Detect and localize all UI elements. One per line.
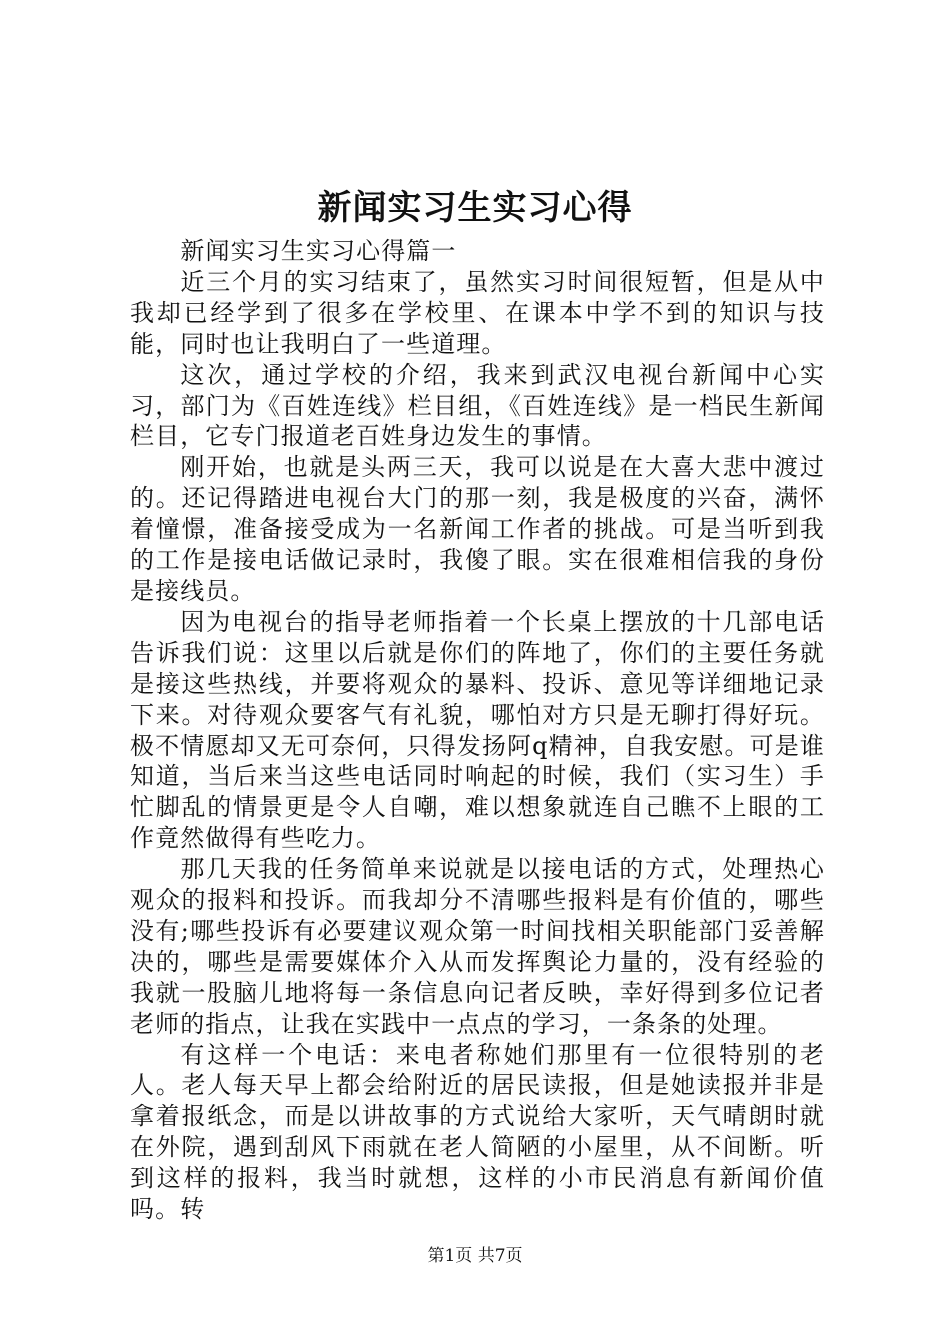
paragraph-6: 有这样一个电话：来电者称她们那里有一位很特别的老人。老人每天早上都会给附近的居民读报，但是她读报并非是拿着报纸念，而是以讲故事的方式说给大家听，天气晴朗时就在外院，遇到刮风下雨就在老人简陋的小屋里，从不间断。听到这样的报料，我当时就想，这样的小市民消息有新闻价值吗。转 — [130, 1040, 825, 1224]
document-body — [130, 236, 825, 1225]
paragraph-2: 这次，通过学校的介绍，我来到武汉电视台新闻中心实习，部门为《百姓连线》栏目组，《百姓连线》是一档民生新闻栏目，它专门报道老百姓身边发生的事情。 — [130, 360, 825, 451]
section-heading: 新闻实习生实习心得篇一 — [180, 237, 457, 265]
paragraph-4: 因为电视台的指导老师指着一个长桌上摆放的十几部电话告诉我们说：这里以后就是你们的阵地了，你们的主要任务就是接这些热线，并要将观众的暴料、投诉、意见等详细地记录下来。对待观众要客气有礼貌，哪怕对方只是无聊打得好玩。极不情愿却又无可奈何，只得发扬阿q精神，自我安慰。可是谁知道，当后来当这些电话同时响起的时候，我们（实习生）手忙脚乱的情景更是令人自嘲，难以想象就连自己瞧不上眼的工作竟然做得有些吃力。 — [130, 607, 825, 853]
page-number-footer: 第1页 共7页 — [427, 1246, 523, 1266]
paragraph-1: 近三个月的实习结束了，虽然实习时间很短暂，但是从中我却已经学到了很多在学校里、在课本中学不到的知识与技能，同时也让我明白了一些道理。 — [130, 267, 825, 358]
paragraph-5: 那几天我的任务简单来说就是以接电话的方式，处理热心观众的报料和投诉。而我却分不清哪些报料是有价值的，哪些没有;哪些投诉有必要建议观众第一时间找相关职能部门妥善解决的，哪些是需要媒体介入从而发挥舆论力量的，没有经验的我就一股脑儿地将每一条信息向记者反映，幸好得到多位记者老师的指点，让我在实践中一点点的学习，一条条的处理。 — [130, 855, 825, 1038]
paragraph-3: 刚开始，也就是头两三天，我可以说是在大喜大悲中渡过的。还记得踏进电视台大门的那一刻，我是极度的兴奋，满怀着憧憬，准备接受成为一名新闻工作者的挑战。可是当听到我的工作是接电话做记录时，我傻了眼。实在很难相信我的身份是接线员。 — [130, 453, 825, 605]
document-title: 新闻实习生实习心得 — [317, 188, 633, 228]
